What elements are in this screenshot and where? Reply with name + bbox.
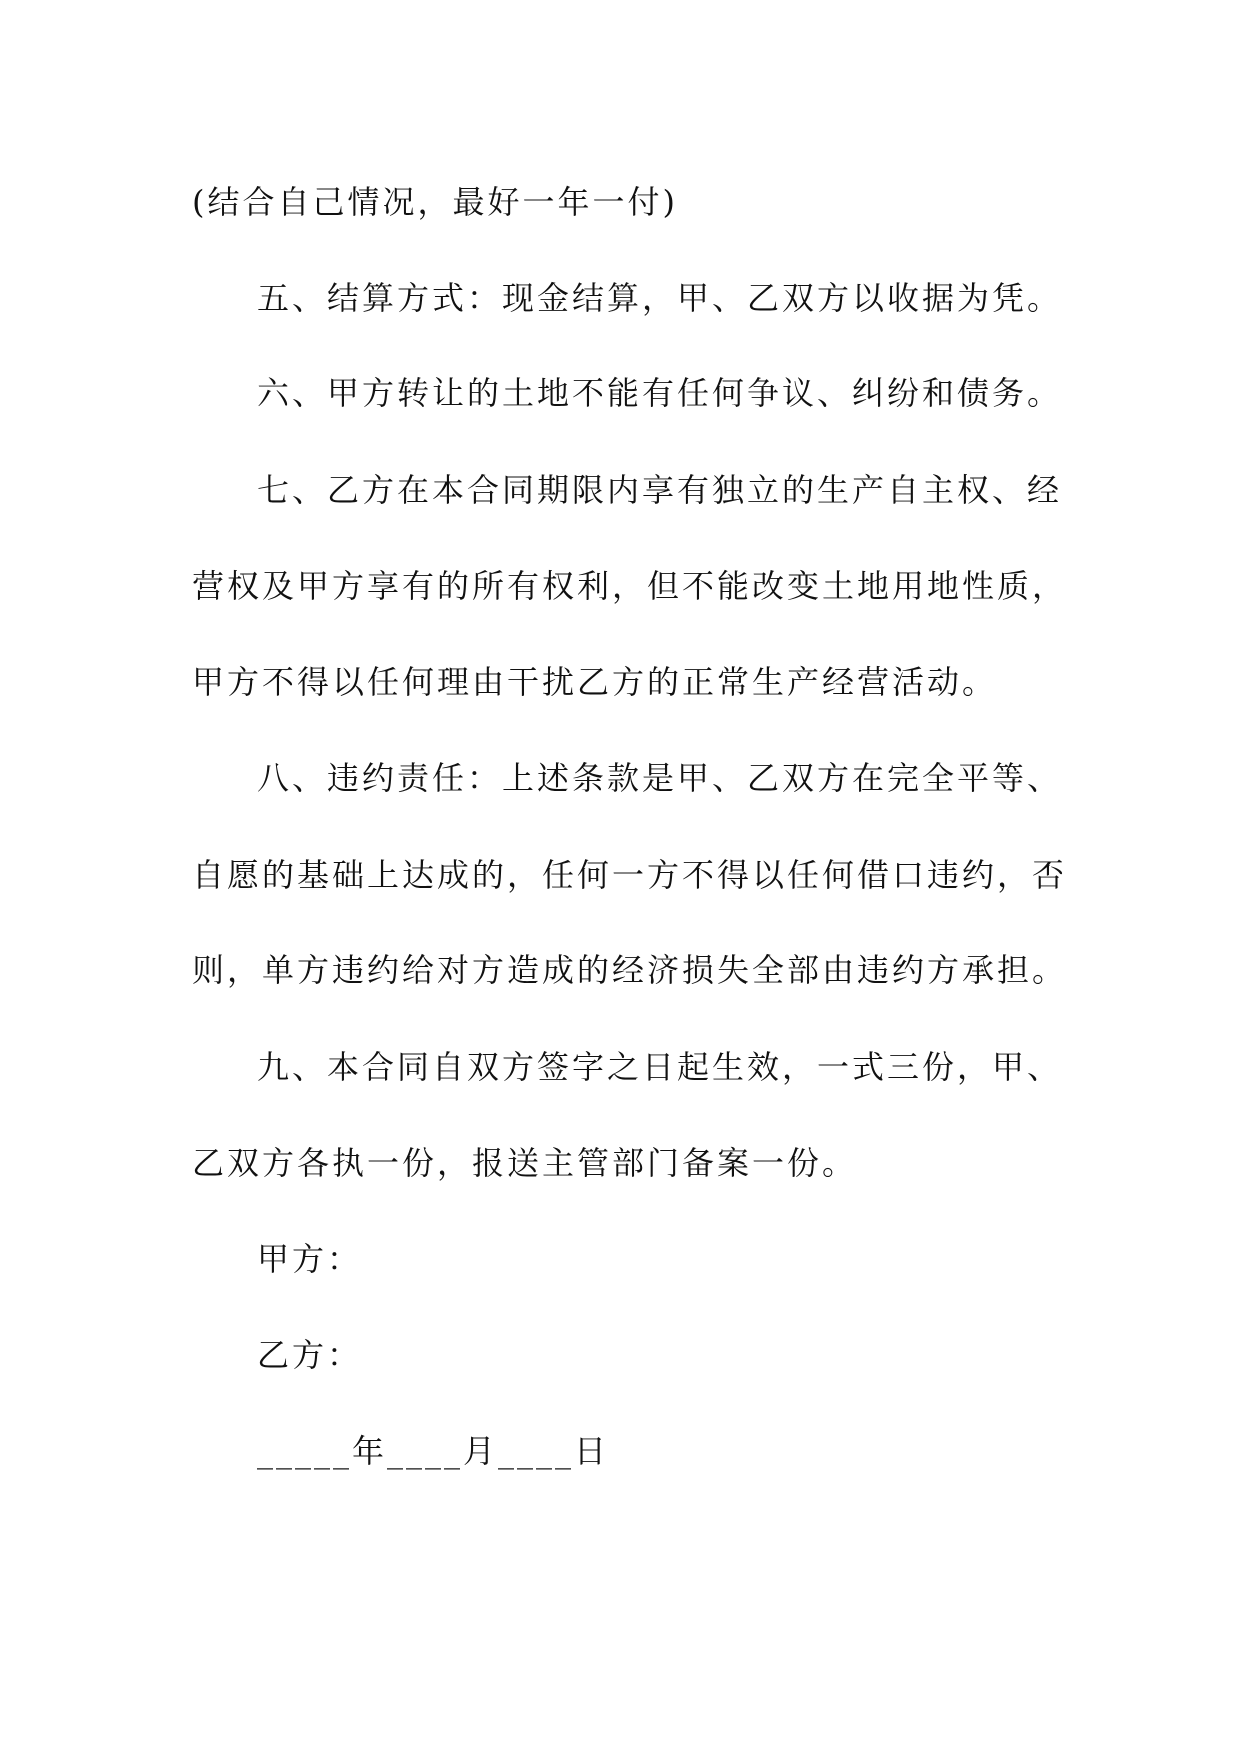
clause-6: 六、甲方转让的土地不能有任何争议、纠纷和债务。: [257, 374, 1063, 412]
clause-9-line-1: 九、本合同自双方签字之日起生效，一式三份，甲、: [257, 1048, 1063, 1086]
party-a-signature-label: 甲方：: [257, 1240, 363, 1278]
clause-7-line-2: 营权及甲方享有的所有权利，但不能改变土地用地性质，: [192, 567, 1068, 605]
clause-9-line-2: 乙双方各执一份，报送主管部门备案一份。: [192, 1144, 858, 1182]
clause-5: 五、结算方式：现金结算，甲、乙双方以收据为凭。: [257, 279, 1063, 317]
clause-8-line-3: 则，单方违约给对方造成的经济损失全部由违约方承担。: [192, 951, 1068, 989]
clause-8-line-2: 自愿的基础上达成的，任何一方不得以任何借口违约，否: [192, 856, 1068, 894]
clause-7-line-1: 七、乙方在本合同期限内享有独立的生产自主权、经: [257, 471, 1063, 509]
clause-7-line-3: 甲方不得以任何理由干扰乙方的正常生产经营活动。: [192, 663, 998, 701]
clause-8-line-1: 八、违约责任：上述条款是甲、乙双方在完全平等、: [257, 759, 1063, 797]
party-b-signature-label: 乙方：: [257, 1336, 363, 1374]
signature-date-line: _____年____月____日: [257, 1432, 610, 1470]
text-line-payment-note: (结合自己情况，最好一年一付): [192, 183, 678, 221]
